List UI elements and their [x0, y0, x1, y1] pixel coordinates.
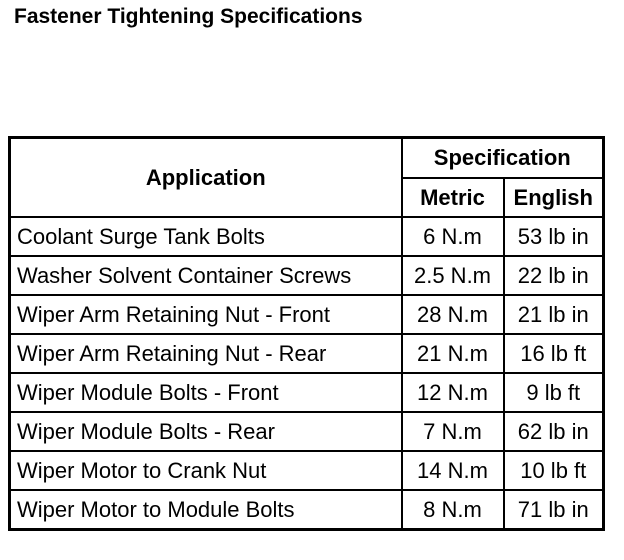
english-cell: 10 lb ft: [504, 451, 604, 490]
application-cell: Wiper Motor to Crank Nut: [10, 451, 402, 490]
metric-cell: 8 N.m: [402, 490, 504, 530]
english-cell: 21 lb in: [504, 295, 604, 334]
specification-header: Specification: [402, 138, 604, 179]
table-row: [10, 256, 604, 295]
table-row: [10, 217, 604, 256]
table-row: [10, 490, 604, 530]
application-cell: Wiper Arm Retaining Nut - Rear: [10, 334, 402, 373]
metric-cell: 12 N.m: [402, 373, 504, 412]
table-row: [10, 451, 604, 490]
fastener-spec-table: [8, 136, 605, 531]
application-cell: Wiper Arm Retaining Nut - Front: [10, 295, 402, 334]
english-cell: 62 lb in: [504, 412, 604, 451]
english-cell: 9 lb ft: [504, 373, 604, 412]
metric-cell: 2.5 N.m: [402, 256, 504, 295]
english-cell: 71 lb in: [504, 490, 604, 530]
metric-cell: 28 N.m: [402, 295, 504, 334]
page-title: Fastener Tightening Specifications: [14, 5, 363, 28]
application-cell: Wiper Motor to Module Bolts: [10, 490, 402, 530]
metric-cell: 6 N.m: [402, 217, 504, 256]
table-row: [10, 412, 604, 451]
table-row: [10, 334, 604, 373]
application-cell: Coolant Surge Tank Bolts: [10, 217, 402, 256]
application-header: Application: [10, 138, 402, 218]
table-row: [10, 373, 604, 412]
application-cell: Washer Solvent Container Screws: [10, 256, 402, 295]
english-header: English: [504, 178, 604, 217]
metric-header: Metric: [402, 178, 504, 217]
english-cell: 53 lb in: [504, 217, 604, 256]
application-cell: Wiper Module Bolts - Rear: [10, 412, 402, 451]
application-cell: Wiper Module Bolts - Front: [10, 373, 402, 412]
metric-cell: 7 N.m: [402, 412, 504, 451]
english-cell: 22 lb in: [504, 256, 604, 295]
metric-cell: 21 N.m: [402, 334, 504, 373]
table-row: [10, 295, 604, 334]
metric-cell: 14 N.m: [402, 451, 504, 490]
english-cell: 16 lb ft: [504, 334, 604, 373]
